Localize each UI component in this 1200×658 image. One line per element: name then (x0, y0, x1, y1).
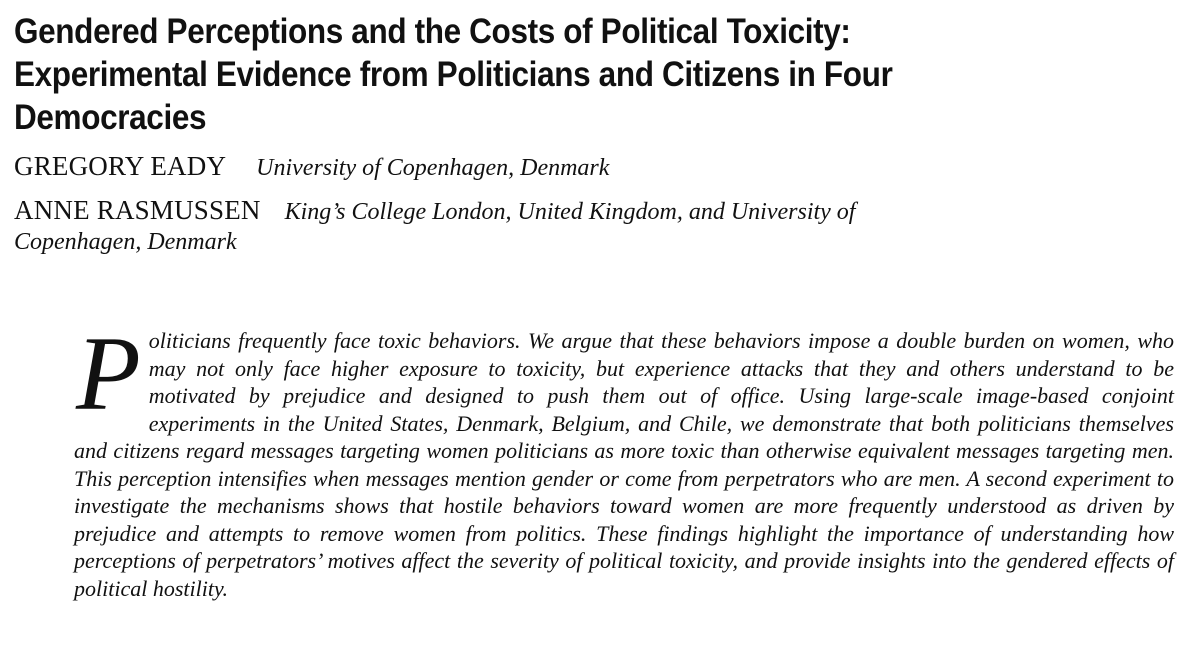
title-line: Experimental Evidence from Politicians and Citizens in Four (14, 55, 893, 94)
title-line: Gendered Perceptions and the Costs of Political Toxicity: (14, 12, 851, 51)
author-affiliation: King’s College London, United Kingdom, and University of (284, 199, 856, 225)
author-affiliation: University of Copenhagen, Denmark (256, 155, 610, 181)
author-row-eady (14, 151, 609, 182)
author-name: ANNE RASMUSSEN (14, 195, 261, 225)
author-affiliation-continued: Copenhagen, Denmark (14, 229, 237, 255)
abstract (74, 315, 1174, 602)
author-row-rasmussen (14, 195, 855, 226)
abstract-drop-cap: P (76, 315, 141, 432)
author-affiliation-continued-row (14, 229, 237, 256)
title-line: Democracies (14, 98, 207, 137)
author-name: GREGORY EADY (14, 151, 227, 181)
abstract-text: oliticians frequently face toxic behaviors. We argue that these behaviors impose a double burden on women, who may not only face higher exposure to toxicity, but experience attacks that they and others understand to be motivated by prejudice and designed to push them out of office. Using large-scale image-based conjoint experiments in the United States, Denmark, Belgium, and Chile, we demonstrate that both politicians themselves and citizens regard messages targeting women politicians as more toxic than otherwise equivalent messages targeting men. This perception intensifies when messages mention gender or come from perpetrators who are men. A second experiment to investigate the mechanisms shows that hostile behaviors toward women are more frequently understood as driven by prejudice and attempts to remove women from politics. These findings highlight the importance of understanding how perceptions of perpetrators’ motives affect the severity of political toxicity, and provide insights into the gendered effects of political hostility. (74, 328, 1174, 601)
paper-title (14, 10, 1067, 139)
